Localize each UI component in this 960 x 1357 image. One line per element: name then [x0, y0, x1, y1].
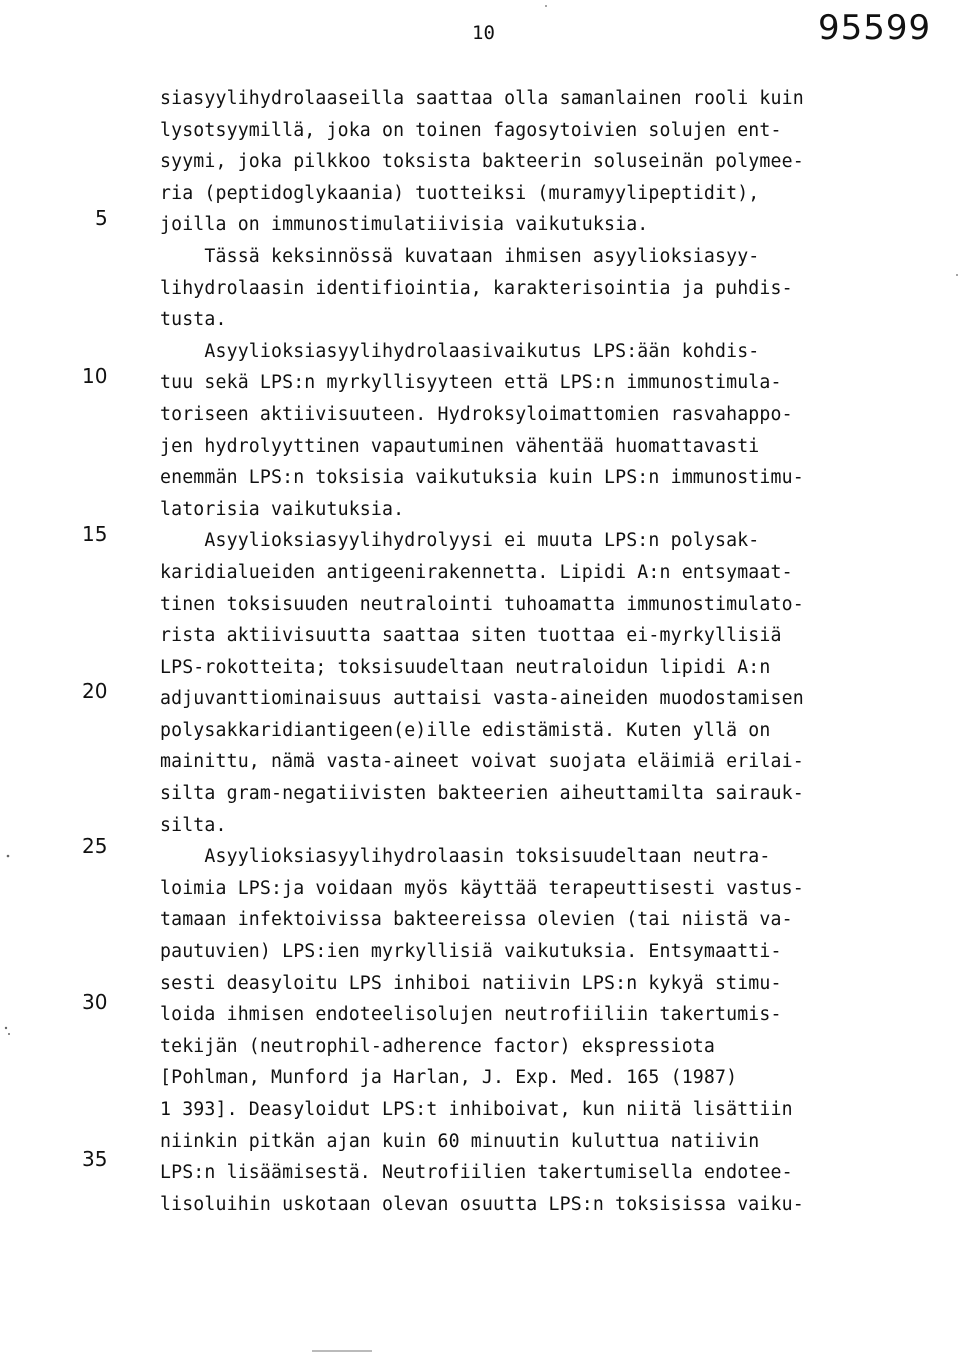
speck	[8, 1033, 10, 1035]
text-line: [Pohlman, Munford ja Harlan, J. Exp. Med. 165 (1987)	[160, 1067, 738, 1089]
text-line: karidialueiden antigeenirakennetta. Lipidi A:n entsymaat-	[160, 561, 793, 583]
text-line: sesti deasyloitu LPS inhiboi natiivin LPS:n kykyä stimu-	[160, 972, 782, 994]
text-line: syymi, joka pilkkoo toksista bakteerin soluseinän polymee-	[160, 151, 804, 173]
text-line: tamaan infektoivissa bakteereissa olevien (tai niistä va-	[160, 909, 793, 931]
text-line: lihydrolaasin identifiointia, karakterisointia ja puhdis-	[160, 277, 793, 299]
text-line: mainittu, nämä vasta-aineet voivat suojata eläimiä erilai-	[160, 751, 804, 773]
text-line: enemmän LPS:n toksisia vaikutuksia kuin LPS:n immunostimu-	[160, 467, 804, 489]
text-line: LPS:n lisäämisestä. Neutrofiilien takertumisella endotee-	[160, 1162, 793, 1184]
text-line: ria (peptidoglykaania) tuotteiksi (muramyylipeptidit),	[160, 182, 760, 204]
line-number-25: 25	[82, 834, 108, 858]
text-line: siasyylihydrolaaseilla saattaa olla samanlainen rooli kuin	[160, 88, 804, 109]
line-number-35: 35	[82, 1147, 108, 1171]
speck	[545, 5, 547, 7]
text-line: Asyylioksiasyylihydrolaasin toksisuudeltaan neutra-	[160, 846, 771, 868]
text-line: tuu sekä LPS:n myrkyllisyyteen että LPS:n immunostimula-	[160, 372, 782, 394]
text-line: lisoluihin uskotaan olevan osuutta LPS:n toksisissa vaiku-	[160, 1193, 804, 1215]
text-line: 1 393]. Deasyloidut LPS:t inhiboivat, kun niitä lisättiin	[160, 1099, 793, 1120]
text-line: Tässä keksinnössä kuvataan ihmisen asyylioksiasyy-	[160, 245, 760, 267]
text-line: tusta.	[160, 309, 227, 331]
text-line: joilla on immunostimulatiivisia vaikutuksia.	[160, 214, 649, 236]
text-line: lysotsyymillä, joka on toinen fagosytoivien solujen ent-	[160, 119, 782, 141]
text-line: toriseen aktiivisuuteen. Hydroksyloimattomien rasvahappo-	[160, 403, 793, 425]
text-line: Asyylioksiasyylihydrolaasivaikutus LPS:ään kohdis-	[160, 340, 760, 362]
text-line: Asyylioksiasyylihydrolyysi ei muuta LPS:n polysak-	[160, 530, 760, 552]
text-line: silta.	[160, 814, 227, 836]
page-number: 10	[472, 22, 495, 44]
text-line: niinkin pitkän ajan kuin 60 minuutin kuluttua natiivin	[160, 1130, 760, 1152]
text-line: LPS-rokotteita; toksisuudeltaan neutraloidun lipidi A:n	[160, 656, 771, 678]
line-number-10: 10	[82, 364, 108, 388]
speck	[956, 274, 958, 276]
document-number: 95599	[818, 8, 932, 48]
speck	[7, 855, 10, 858]
text-line: polysakkaridiantigeen(e)ille edistämistä. Kuten yllä on	[160, 719, 771, 741]
text-line: tinen toksisuuden neutralointi tuhoamatta immunostimulato-	[160, 593, 804, 615]
text-line: loimia LPS:ja voidaan myös käyttää terapeuttisesti vastus-	[160, 877, 804, 899]
text-line: adjuvanttiominaisuus auttaisi vasta-aineiden muodostamisen	[160, 688, 804, 710]
text-line: tekijän (neutrophil-adherence factor) ekspressiota	[160, 1035, 715, 1057]
text-line: loida ihmisen endoteelisolujen neutrofiiliin takertumis-	[160, 1004, 782, 1026]
text-line: silta gram-negatiivisten bakteerien aiheuttamilta sairauk-	[160, 783, 804, 805]
text-line: latorisia vaikutuksia.	[160, 498, 405, 520]
text-line: rista aktiivisuutta saattaa siten tuottaa ei-myrkyllisiä	[160, 625, 782, 647]
line-number-5: 5	[95, 206, 108, 230]
text-line: pautuvien) LPS:ien myrkyllisiä vaikutuksia. Entsymaatti-	[160, 941, 782, 963]
line-number-20: 20	[82, 679, 108, 703]
speck	[312, 1350, 372, 1352]
line-number-30: 30	[82, 990, 108, 1014]
line-number-15: 15	[82, 522, 108, 546]
speck	[5, 1027, 7, 1029]
text-line: jen hydrolyyttinen vapautuminen vähentää huomattavasti	[160, 435, 760, 457]
